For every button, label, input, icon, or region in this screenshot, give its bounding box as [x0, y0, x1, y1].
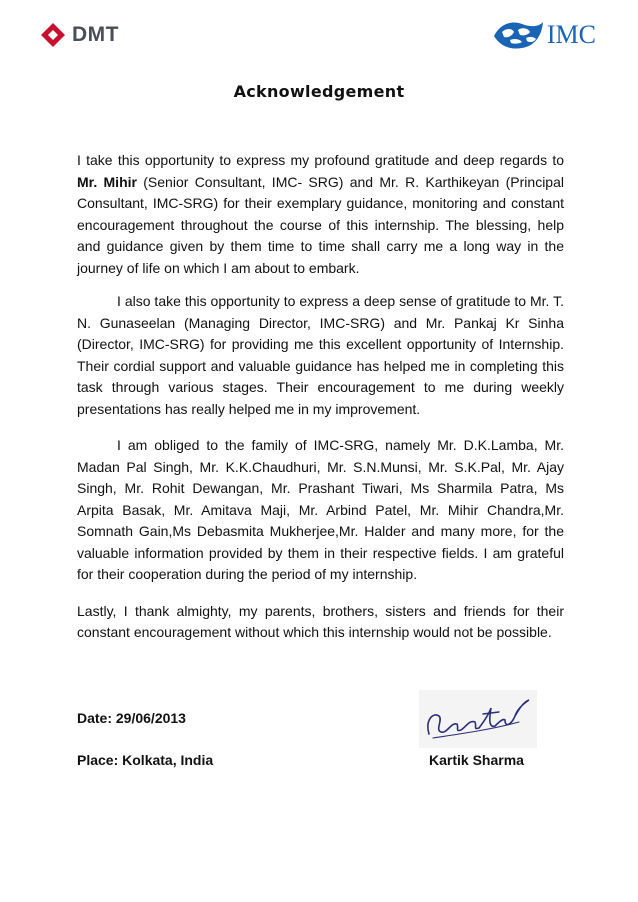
paragraph-1-intro: I take this opportunity to express my profound gratitude and deep regards to [77, 152, 564, 168]
imc-logo-text: IMC [546, 20, 596, 49]
imc-logo [492, 18, 596, 52]
dmt-logo-text: DMT [72, 23, 119, 46]
date-line: Date: 29/06/2013 [77, 710, 186, 726]
signature-image [419, 690, 537, 748]
paragraph-2: I also take this opportunity to express a deep sense of gratitude to Mr. T. N. Gunaseelan (Managing Director, IMC-SRG) and Mr. Pankaj Kr Sinha (Director, IMC-SRG) for providing me this excellent opportunity of Internship. Their cordial support and valuable guidance has helped me in completing this task through various stages. Their encouragement to me during weekly presentations has really helped me in my improvement. [77, 293, 564, 417]
imc-globe-icon [492, 18, 544, 52]
place-line: Place: Kolkata, India [77, 752, 214, 768]
page-title: Acknowledgement [233, 82, 405, 101]
signatory-name: Kartik Sharma [429, 752, 524, 768]
paragraph-1 [77, 150, 564, 279]
paragraph-1-bold-name: Mr. Mihir [77, 173, 137, 190]
paragraph-4: Lastly, I thank almighty, my parents, brothers, sisters and friends for their constant encouragement without which this internship would not be possible. [77, 602, 564, 640]
paragraph-1-rest: (Senior Consultant, IMC- SRG) and Mr. R. Karthikeyan (Principal Consultant, IMC-SRG) for their exemplary guidance, monitoring and constant encouragement throughout the course of this internship. The blessing, help and guidance given by them time to time shall carry me a long way in the journey of life on which I am about to embark. [77, 173, 564, 276]
dmt-logo [40, 22, 119, 48]
handwritten-signature [419, 690, 537, 748]
document-body [77, 150, 564, 656]
dmt-diamond-icon [40, 22, 66, 48]
paragraph-3: I am obliged to the family of IMC-SRG, namely Mr. D.K.Lamba, Mr. Madan Pal Singh, Mr. K.K.Chaudhuri, Mr. S.N.Munsi, Mr. S.K.Pal, Mr. Ajay Singh, Mr. Rohit Dewangan, Mr. Prashant Tiwari, Ms Sharmila Patra, Ms Arpita Basak, Mr. Amitava Maji, Mr. Arbind Patel, Mr. Mihir Chandra,Mr. Somnath Gain,Ms Debasmita Mukherjee,Mr. Halder and many more, for the valuable information provided by them in their respective fields. I am grateful for their cooperation during the period of my internship. [77, 437, 564, 582]
